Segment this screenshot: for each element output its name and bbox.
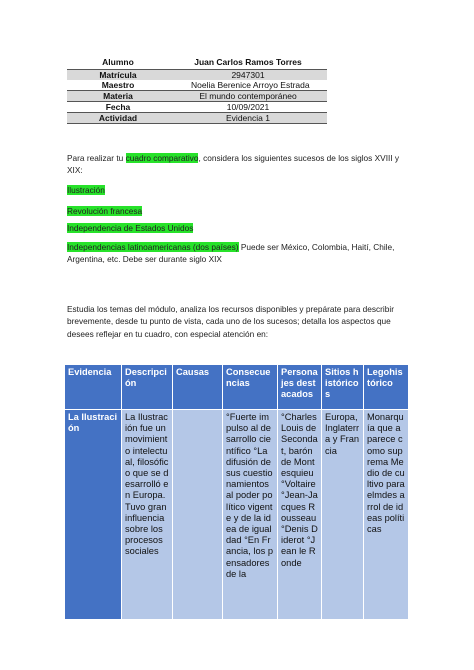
cell-evidencia: La Ilustración bbox=[65, 410, 122, 620]
cell-personajes: °Charles Louis de Secondat, barón de Montesquieu °Voltaire °Jean-Jacques Rousseau °Denis Diderot °Jean le Ronde bbox=[278, 410, 322, 620]
info-row-materia bbox=[67, 91, 327, 102]
comparative-table bbox=[65, 365, 409, 620]
header-sitios: Sitios históricos bbox=[322, 365, 364, 410]
header-evidencia: Evidencia bbox=[65, 365, 122, 410]
intro-paragraph bbox=[67, 152, 417, 176]
event-independencia-eu-text: Independencia de Estados Unidos bbox=[67, 223, 194, 233]
student-name: Juan Carlos Ramos Torres bbox=[194, 57, 302, 67]
event-revolucion-text: Revolución francesa bbox=[67, 206, 143, 216]
actividad-value: Evidencia 1 bbox=[169, 113, 327, 124]
instructions-paragraph: Estudia los temas del módulo, analiza los recursos disponibles y prepárate para describir brevemente, desde tu punto de vista, cada uno de los sucesos; detalla los aspectos que desees reflejar en tu cuadro, con especial atención en: bbox=[67, 304, 394, 339]
event-independencia-eu bbox=[67, 222, 193, 234]
student-label: Alumno bbox=[102, 57, 134, 67]
table-row bbox=[65, 410, 409, 620]
cell-causas bbox=[173, 410, 223, 620]
event-revolucion bbox=[67, 205, 142, 217]
cell-descripcion: La Ilustración fue un movimiento intelectual, filosófico que se desarrolló en Europa. Tuvo gran influencia sobre los procesos sociales bbox=[122, 410, 173, 620]
cell-legado: Monarquía que aparece como suprema Medio de cultivo para elmdes arrol de ideas políticas bbox=[364, 410, 409, 620]
matricula-label: Matrícula bbox=[67, 70, 169, 81]
cell-consecuencias: °Fuerte impulso al desarrollo científico °La difusión de sus cuestionamientos al poder político vigente y de la idea de igualdad °En Francia, los pensadores de la bbox=[223, 410, 278, 620]
info-row-fecha bbox=[67, 102, 327, 113]
event-ilustracion-text: Ilustración bbox=[67, 185, 105, 195]
header-consecuencias: Consecuencias bbox=[223, 365, 278, 410]
header-causas: Causas bbox=[173, 365, 223, 410]
info-row-maestro bbox=[67, 80, 327, 91]
cell-sitios: Europa, Inglaterra y Francia bbox=[322, 410, 364, 620]
info-row-matricula bbox=[67, 70, 327, 81]
fecha-value: 10/09/2021 bbox=[169, 102, 327, 113]
intro-text-after: , considera los siguientes sucesos de los siglos XVIII y XIX: bbox=[67, 153, 400, 175]
materia-label: Materia bbox=[67, 91, 169, 102]
header-descripcion: Descripción bbox=[122, 365, 173, 410]
fecha-label: Fecha bbox=[67, 102, 169, 113]
actividad-label: Actividad bbox=[67, 113, 169, 124]
intro-text-before: Para realizar tu bbox=[67, 153, 126, 163]
info-row-actividad bbox=[67, 113, 327, 124]
header-personajes: Personajes destacados bbox=[278, 365, 322, 410]
materia-value: El mundo contemporáneo bbox=[169, 91, 327, 102]
maestro-value: Noelia Berenice Arroyo Estrada bbox=[191, 80, 310, 90]
event-independencias-lat-text: Independencias latinoamericanas (dos países) bbox=[67, 242, 239, 252]
table-header-row bbox=[65, 365, 409, 410]
info-header-row bbox=[67, 57, 327, 70]
event-independencias-lat bbox=[67, 241, 412, 265]
maestro-label: Maestro bbox=[101, 80, 135, 90]
matricula-value: 2947301 bbox=[169, 70, 327, 81]
header-legado: Legohistórico bbox=[364, 365, 409, 410]
event-ilustracion bbox=[67, 184, 105, 196]
intro-highlight: cuadro comparativo bbox=[125, 153, 199, 163]
student-info-table bbox=[67, 57, 327, 124]
event-independencias-note: Puede ser México, Colombia, Haití, Chile, Argentina, etc. Debe ser durante siglo XIX bbox=[67, 242, 395, 264]
